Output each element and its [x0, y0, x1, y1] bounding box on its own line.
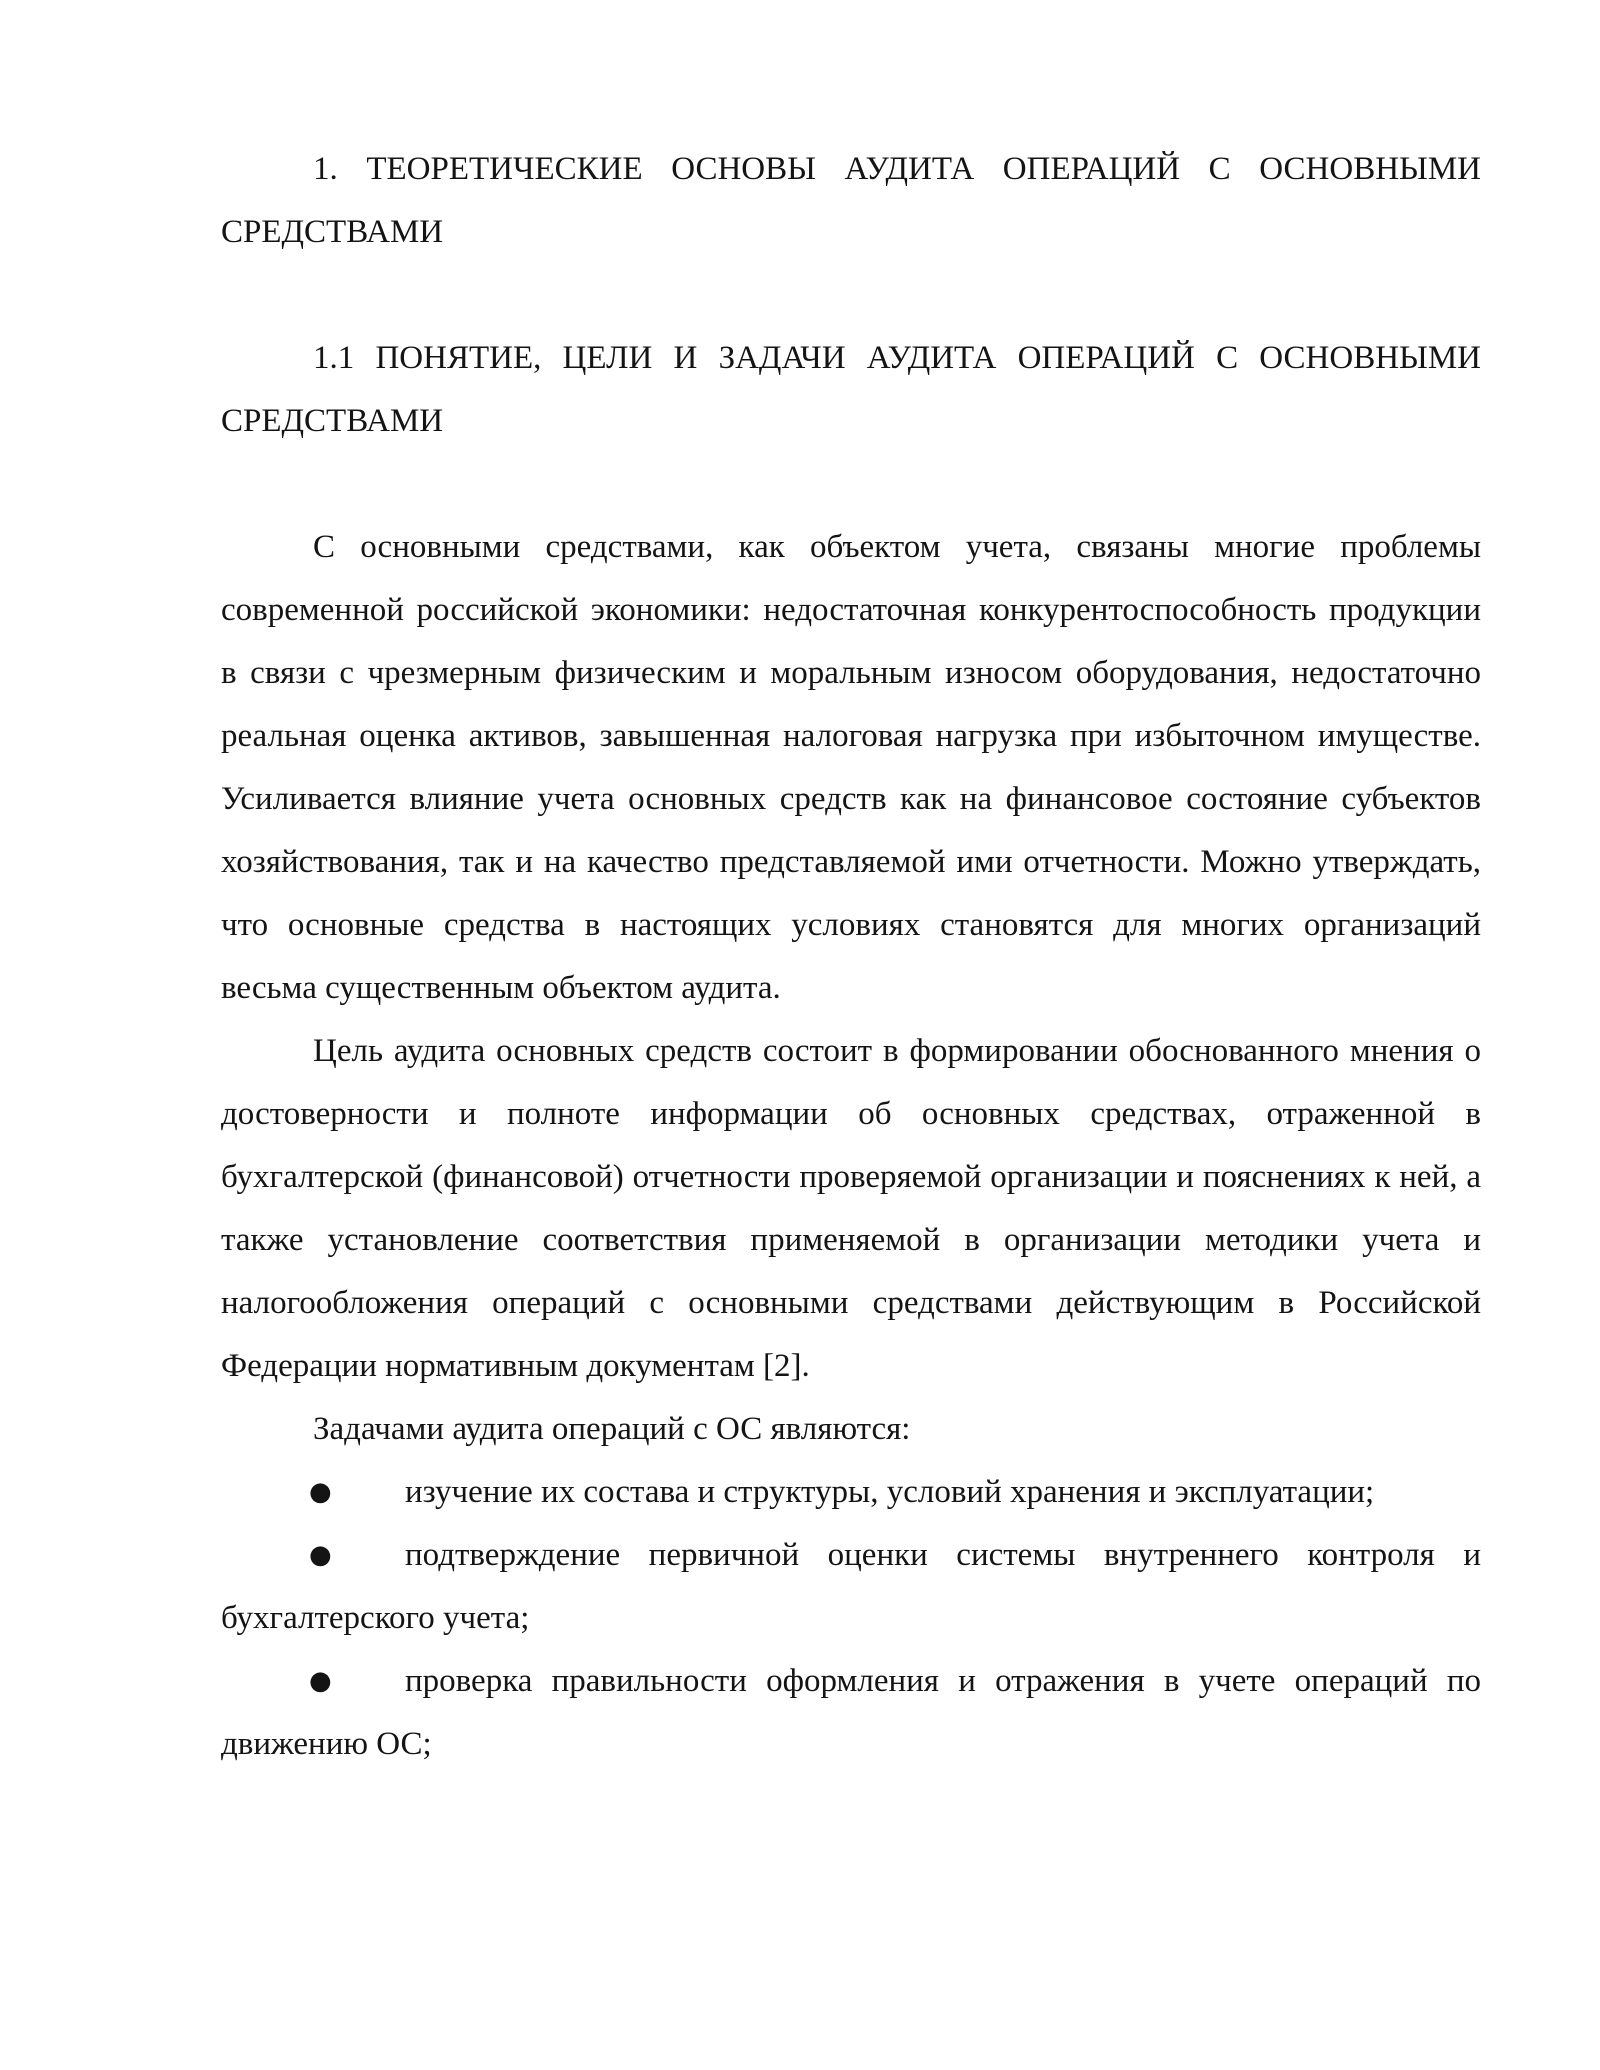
bullet-icon: ●: [309, 1666, 332, 1696]
section-heading: 1.1 ПОНЯТИЕ, ЦЕЛИ И ЗАДАЧИ АУДИТА ОПЕРАЦИЙ С ОСНОВНЫМИ СРЕДСТВАМИ: [221, 340, 1481, 439]
list-intro-paragraph: Задачами аудита операций с ОС являются:: [313, 1411, 911, 1447]
list-item: [221, 1461, 1481, 1524]
tasks-list: [221, 1461, 1481, 1776]
body-paragraph-2: Цель аудита основных средств состоит в формировании обоснованного мнения о достоверности и полноте информации об основных средствах, отраженной в бухгалтерской (финансовой) отчетности проверяемой организации и пояснениях к ней, а также установление соответствия применяемой в организации методики учета и налогообложения операций с основными средствами действующим в Российской Федерации нормативным документам [2].: [221, 1033, 1481, 1384]
body-paragraph-1: С основными средствами, как объектом учета, связаны многие проблемы современной российской экономики: недостаточная конкурентоспособность продукции в связи с чрезмерным физическим и моральным износом оборудования, недостаточно реальная оценка активов, завышенная налоговая нагрузка при избыточном имуществе. Усиливается влияние учета основных средств как на финансовое состояние субъектов хозяйствования, так и на качество представляемой ими отчетности. Можно утверждать, что основные средства в настоящих условиях становятся для многих организаций весьма существенным объектом аудита.: [221, 529, 1481, 1006]
list-item-text: изучение их состава и структуры, условий хранения и эксплуатации;: [405, 1474, 1375, 1510]
bullet-icon: ●: [309, 1540, 332, 1570]
chapter-heading: 1. ТЕОРЕТИЧЕСКИЕ ОСНОВЫ АУДИТА ОПЕРАЦИЙ С ОСНОВНЫМИ СРЕДСТВАМИ: [221, 151, 1481, 250]
list-item-text: проверка правильности оформления и отражения в учете операций по движению ОС;: [221, 1663, 1481, 1762]
list-item: [221, 1524, 1481, 1650]
document-page: [221, 138, 1481, 1776]
list-item: [221, 1650, 1481, 1776]
list-item-text: подтверждение первичной оценки системы внутреннего контроля и бухгалтерского учета;: [221, 1537, 1481, 1636]
bullet-icon: ●: [309, 1477, 332, 1507]
